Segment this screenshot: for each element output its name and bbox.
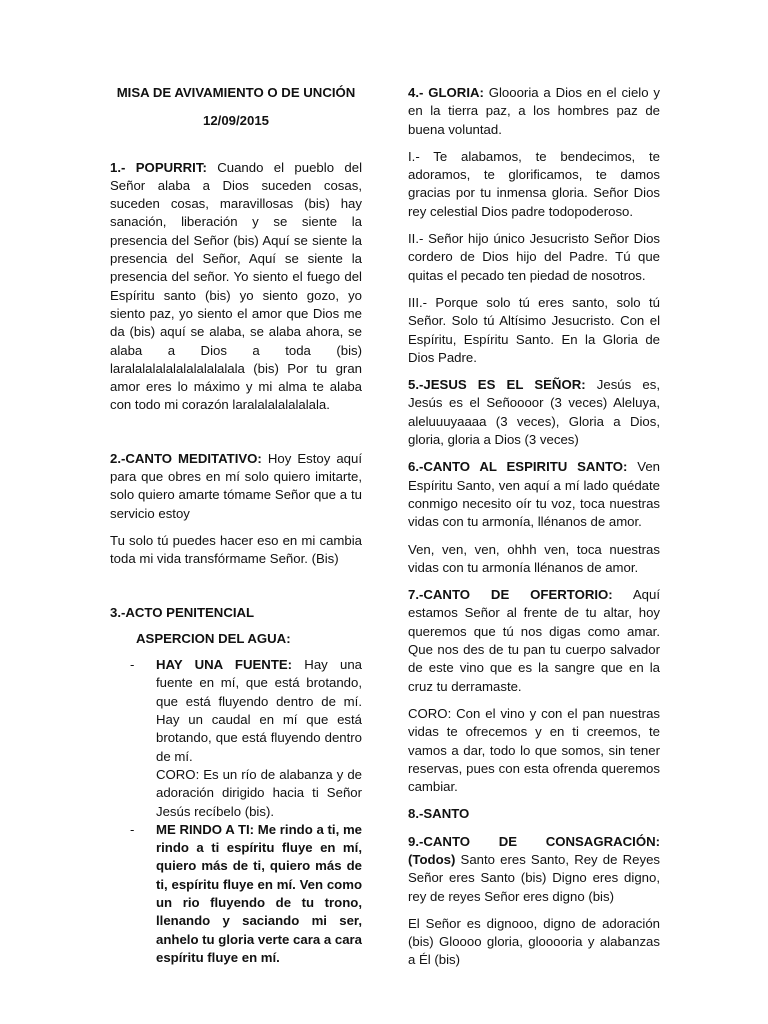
paragraph: III.- Porque solo tú eres santo, solo tú Señor. Solo tú Altísimo Jesucristo. Con el Espíritu, Espíritu Santo. En la Gloria de Dios Padre. [408, 294, 660, 365]
song-hay-una-fuente [156, 656, 362, 766]
section-text: Gloooria a Dios en el cielo y en la tierra paz, a los hombres paz de buena voluntad. [408, 85, 660, 137]
dash-bullet: - [130, 821, 135, 837]
section-text: Aquí estamos Señor al frente de tu altar, hoy queremos que tú nos digas como amar. Que nos des de tu pan tu cuerpo salvador de este vino que es la sangre que en la cruz tu derramaste. [408, 587, 660, 694]
section-label: 1.- POPURRIT: [110, 159, 207, 175]
paragraph: Tu solo tú puedes hacer eso en mi cambia toda mi vida transfórmame Señor. (Bis) [110, 532, 362, 567]
section-text: Cuando el pueblo del Señor alaba a Dios suceden cosas, suceden cosas, maravillosas (bis) hay sanación, liberación y se siente la presencia del Señor (bis) Aquí se siente la presencia del Señor, Aquí se siente la presencia del señor. Yo siento el fuego del Espíritu santo (bis) yo siento gozo, yo siento paz, yo siento el amor que Dios me da (bis) aquí se alaba, se alaba ahora, se alaba a Dios a toda (bis) laralalalalalalalalalalala (bis) Por tu gran amor eres lo máximo y mi alma te alaba con todo mi corazón laralalalalalalala. [110, 159, 362, 413]
section-jesus-es-el-senor [408, 376, 660, 449]
song-label: HAY UNA FUENTE: [156, 657, 293, 673]
section-label: 5.-JESUS ES EL SEÑOR: [408, 377, 586, 393]
section-canto-ofertorio [408, 586, 660, 696]
section-label: 8.-SANTO [408, 806, 470, 822]
list-item [110, 821, 362, 967]
section-label: 6.-CANTO AL ESPIRITU SANTO: [408, 459, 628, 475]
song-label: ME RINDO A TI: [156, 821, 255, 837]
list-item [110, 656, 362, 821]
section-label: 2.-CANTO MEDITATIVO: [110, 450, 262, 466]
song-text: Me rindo a ti, me rindo a ti espíritu fluye en mí, quiero más de ti, quiero más de ti, espíritu fluye en mí. Ven como un rio fluyendo de tu trono, llenando y saciando mi ser, anhelo tu gloria verte cara a cara espíritu fluye en mí. [156, 821, 363, 965]
paragraph: Ven, ven, ven, ohhh ven, toca nuestras vidas con tu armonía llénanos de amor. [408, 541, 660, 575]
dash-bullet: - [130, 657, 135, 673]
section-label: 4.- GLORIA: [408, 85, 484, 100]
section-label: 3.-ACTO PENITENCIAL [110, 604, 255, 620]
section-gloria [408, 84, 660, 139]
document-date: 12/09/2015 [202, 113, 269, 129]
paragraph: El Señor es dignooo, digno de adoración (bis) Gloooo gloria, glooooria y alabanzas a Él (bis) [408, 915, 660, 968]
section-label: 9.-CANTO DE CONSAGRACIÓN: (Todos) [408, 833, 660, 867]
document-title: MISA DE AVIVAMIENTO O DE UNCIÓN [116, 85, 356, 100]
song-me-rindo-a-ti [156, 821, 362, 967]
section-popurrit [110, 159, 362, 415]
section-canto-espiritu-santo [408, 458, 660, 531]
subsection-label: ASPERCION DEL AGUA: [136, 630, 291, 646]
subsection-aspercion [110, 630, 362, 648]
section-santo [408, 805, 660, 823]
section-acto-penitencial [110, 604, 362, 622]
paragraph: I.- Te alabamos, te bendecimos, te adoramos, te glorificamos, te damos gracias por tu inmensa gloria. Señor Dios rey celestial Dios padre todopoderoso. [408, 148, 660, 219]
right-column [408, 84, 660, 970]
section-canto-consagracion [408, 833, 660, 906]
section-canto-meditativo [110, 450, 362, 523]
song-list [110, 656, 362, 967]
section-label: 7.-CANTO DE OFERTORIO: [408, 587, 613, 603]
section-text: Hoy Estoy aquí para que obres en mí solo quiero imitarte, solo quiero amarte tómame Señor que a tu servicio estoy [110, 450, 363, 521]
left-column [110, 84, 362, 967]
song-text: Hay una fuente en mí, que está brotando, que está fluyendo dentro de mí. Hay un caudal en mí que está brotando, que está fluyendo dentro de mí. [156, 657, 362, 764]
paragraph: CORO: Con el vino y con el pan nuestras vidas te ofrecemos y en ti creemos, te vamos a dar, todo lo que somos, sin tener reservas, pues con esta ofrenda queremos cambiar. [408, 705, 660, 795]
section-text: Santo eres Santo, Rey de Reyes Señor eres Santo (bis) Digno eres digno, rey de reyes Señor eres digno (bis) [408, 851, 660, 904]
song-coro: CORO: Es un río de alabanza y de adoración dirigido hacia ti Señor Jesús recíbelo (bis). [156, 766, 362, 819]
paragraph: II.- Señor hijo único Jesucristo Señor Dios cordero de Dios hijo del Padre. Tú que quitas el pecado ten piedad de nosotros. [408, 231, 660, 283]
section-text: Ven Espíritu Santo, ven aquí a mí lado quédate conmigo necesito oír tu voz, toca nuestras vidas con tu armonía, llénanos de amor. [408, 459, 660, 530]
section-text: Jesús es, Jesús es el Señoooor (3 veces) Aleluya, aleluuuyaaaa (3 veces), Gloria a Dios, gloria, gloria a Dios (3 veces) [408, 377, 660, 448]
